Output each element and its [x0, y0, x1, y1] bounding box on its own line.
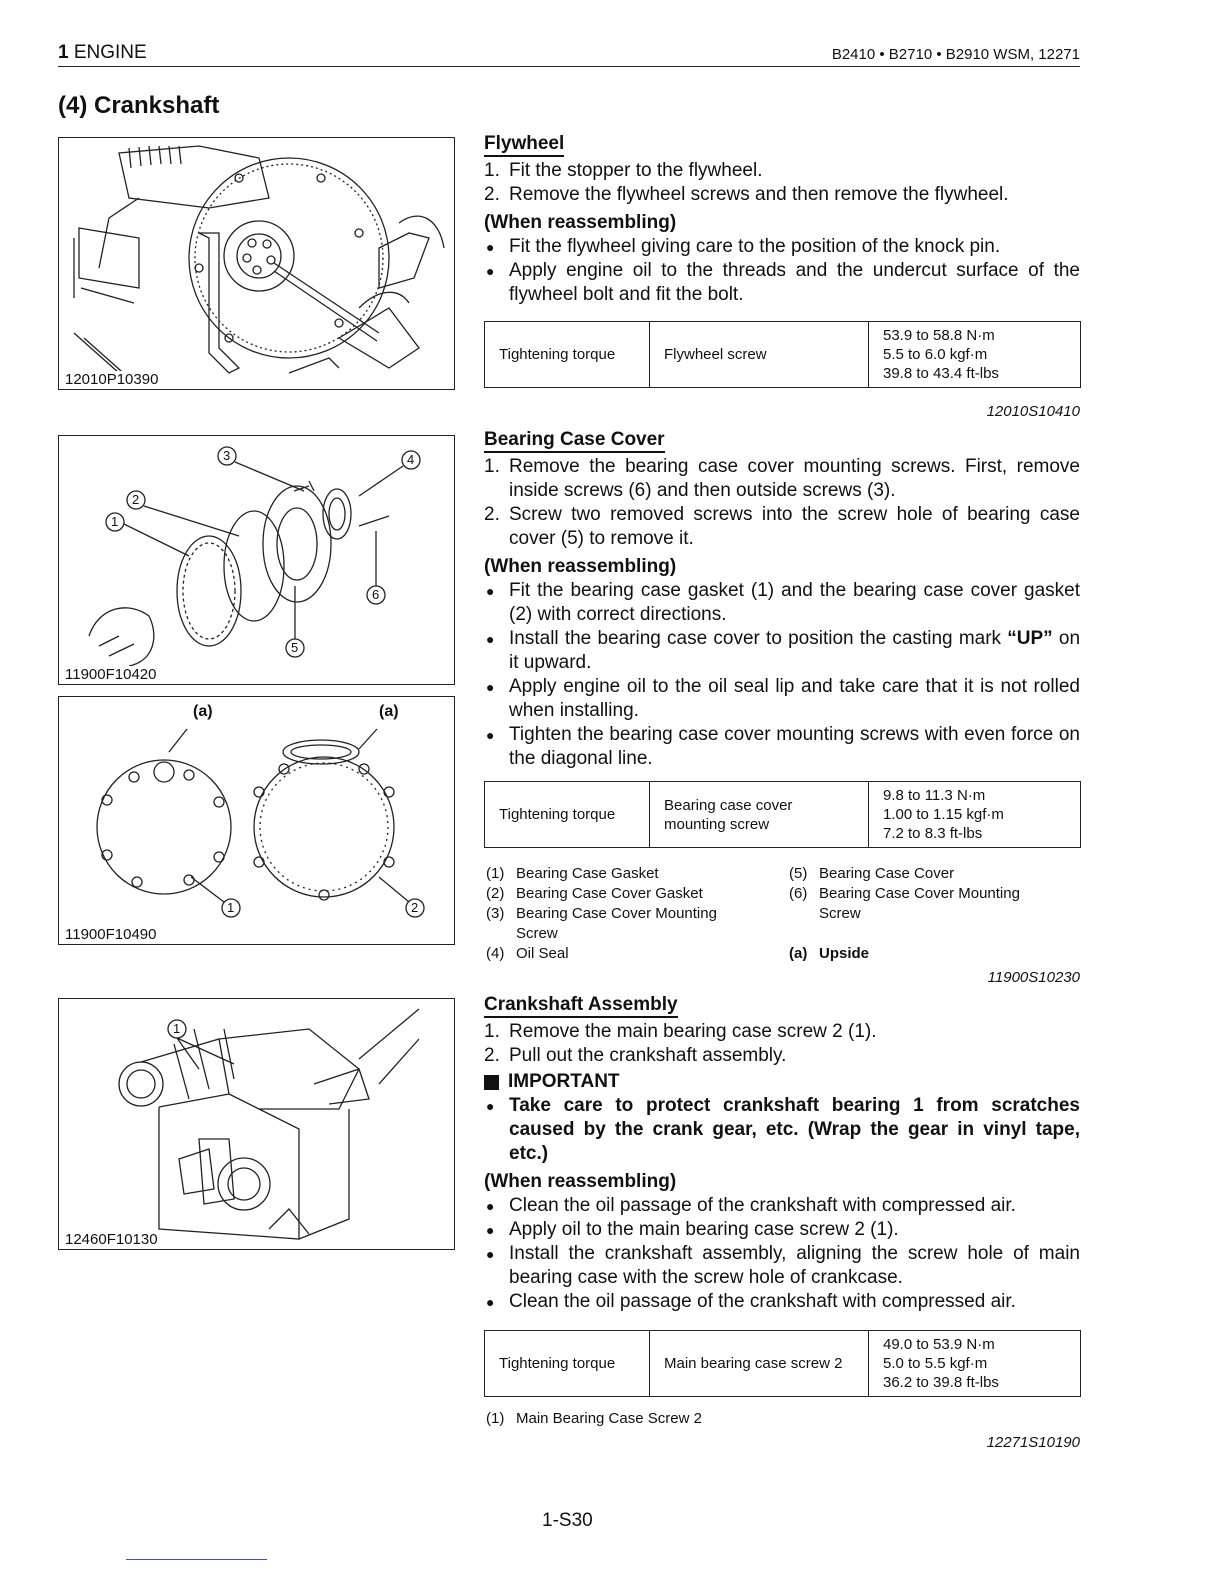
torque-item [650, 782, 869, 848]
flywheel-bullet [484, 259, 1080, 307]
important-square-icon [484, 1075, 499, 1090]
legend-num: (2) [486, 885, 505, 902]
legend-text: Bearing Case Cover [819, 865, 955, 882]
bcc-bullet [484, 579, 1080, 627]
reassembling-heading: (When reassembling) [484, 1171, 677, 1192]
footer-line [126, 1559, 267, 1560]
bcc-step [484, 503, 1080, 551]
flywheel-section [484, 132, 1080, 307]
legend-num: (1) [486, 1410, 505, 1427]
callout-a-right: (a) [379, 703, 399, 720]
flywheel-title: Flywheel [484, 133, 564, 157]
important-label: IMPORTANT [508, 1071, 620, 1092]
torque-values [869, 1331, 1081, 1397]
step-number: 1. [484, 160, 500, 181]
bullet-icon: ● [486, 583, 495, 599]
bullet-text: Apply oil to the main bearing case screw 2 (1). [509, 1219, 899, 1240]
legend-num: (5) [789, 865, 808, 882]
torque-label: Tightening torque [485, 322, 650, 388]
important-bullet [484, 1094, 1080, 1166]
ca-bullet [484, 1218, 1080, 1242]
bcc-bullet [484, 675, 1080, 723]
page-number: 1-S30 [542, 1510, 593, 1531]
legend-column-left [486, 864, 756, 964]
bullet-text-main: Install the bearing case cover to position the casting mark [509, 628, 1002, 649]
legend-item [486, 884, 756, 904]
torque-nm: 53.9 to 58.8 N·m [883, 327, 995, 344]
manual-id: B2410 • B2710 • B2910 WSM, 12271 [831, 46, 1080, 63]
flywheel-illustration [59, 138, 455, 390]
torque-kgfm: 1.00 to 1.15 kgf·m [883, 806, 1004, 823]
bcc-torque-table [484, 781, 1081, 848]
torque-item: Main bearing case screw 2 [650, 1331, 869, 1397]
bcc-legend [486, 864, 1082, 964]
bullet-text: Fit the bearing case gasket (1) and the bearing case cover gasket (2) with correct directions. [509, 580, 1080, 625]
ca-bullet [484, 1194, 1080, 1218]
torque-nm: 49.0 to 53.9 N·m [883, 1336, 995, 1353]
torque-values [869, 782, 1081, 848]
torque-label: Tightening torque [485, 1331, 650, 1397]
step-text: Pull out the crankshaft assembly. [509, 1045, 787, 1066]
legend-text: Bearing Case Cover Mounting Screw [516, 905, 717, 942]
gaskets-figure [58, 696, 455, 945]
page-title: (4) Crankshaft [58, 92, 220, 119]
bullet-icon: ● [486, 1198, 495, 1214]
step-number: 2. [484, 504, 500, 525]
ca-ref-code: 12271S10190 [986, 1434, 1080, 1451]
flywheel-step [484, 183, 1080, 207]
legend-text: Bearing Case Gasket [516, 865, 659, 882]
bcc-bullet [484, 723, 1080, 771]
callout-a-left: (a) [193, 703, 213, 720]
reassembling-heading: (When reassembling) [484, 212, 677, 233]
legend-item [486, 864, 756, 884]
flywheel-bullet [484, 235, 1080, 259]
chapter-name: ENGINE [73, 42, 147, 63]
step-text: Remove the main bearing case screw 2 (1). [509, 1021, 877, 1042]
flywheel-step [484, 159, 1080, 183]
legend-num: (4) [486, 945, 505, 962]
important-heading [484, 1070, 1080, 1094]
figure-id: 11900F10490 [65, 926, 157, 943]
bullet-text: Fit the flywheel giving care to the position of the knock pin. [509, 236, 1001, 257]
bullet-text [509, 627, 1080, 675]
figure-id: 12010P10390 [65, 371, 159, 388]
ca-step [484, 1044, 1080, 1068]
legend-text: Oil Seal [516, 945, 569, 962]
torque-kgfm: 5.5 to 6.0 kgf·m [883, 346, 988, 363]
callout-2: 2 [132, 492, 140, 507]
legend-num: (6) [789, 885, 808, 902]
step-text: Fit the stopper to the flywheel. [509, 160, 763, 181]
bullet-text-tail: on it upward. [509, 628, 1081, 673]
bullet-text: Install the crankshaft assembly, aligning the screw hole of main bearing case with the screw hole of crankcase. [509, 1243, 1080, 1288]
torque-ftlbs: 39.8 to 43.4 ft-lbs [883, 365, 999, 382]
legend-text: Upside [819, 945, 870, 962]
bullet-icon: ● [486, 727, 495, 743]
legend-item [789, 864, 1059, 884]
bullet-text: Apply engine oil to the oil seal lip and take care that it is not rolled when installing. [509, 676, 1080, 721]
step-number: 2. [484, 184, 500, 205]
step-text: Remove the flywheel screws and then remove the flywheel. [509, 184, 1009, 205]
bearing-case-exploded-figure [58, 435, 455, 685]
bullet-text: Apply engine oil to the threads and the undercut surface of the flywheel bolt and fit the bolt. [509, 260, 1080, 305]
reassembling-heading: (When reassembling) [484, 556, 677, 577]
chapter-heading [58, 42, 147, 64]
ca-bullet [484, 1290, 1080, 1314]
bullet-text: Tighten the bearing case cover mounting screws with even force on the diagonal line. [509, 724, 1080, 769]
bearing-case-cover-section [484, 428, 1080, 771]
callout-1: 1 [173, 1021, 181, 1036]
torque-kgfm: 5.0 to 5.5 kgf·m [883, 1355, 988, 1372]
bcc-bullet [484, 627, 1080, 675]
ca-step [484, 1020, 1080, 1044]
bullet-icon: ● [486, 1294, 495, 1310]
up-mark: “UP” [1007, 628, 1053, 649]
ca-torque-table [484, 1330, 1081, 1397]
bcc-ref-code: 11900S10230 [987, 969, 1080, 986]
bullet-text: Clean the oil passage of the crankshaft with compressed air. [509, 1195, 1016, 1216]
crankshaft-assembly-figure [58, 998, 455, 1250]
callout-3: 3 [223, 448, 231, 463]
callout-6: 6 [372, 587, 380, 602]
legend-num: (3) [486, 905, 505, 922]
step-text: Screw two removed screws into the screw hole of bearing case cover (5) to remove it. [509, 504, 1080, 549]
step-text: Remove the bearing case cover mounting screws. First, remove inside screws (6) and then outside screws (3). [509, 456, 1080, 501]
bearing-case-cover-title: Bearing Case Cover [484, 429, 665, 453]
ca-bullet [484, 1242, 1080, 1290]
torque-item: Flywheel screw [650, 322, 869, 388]
legend-num: (a) [789, 945, 808, 962]
torque-item-line1: Bearing case cover [664, 796, 793, 814]
figure-id: 11900F10420 [65, 666, 157, 683]
torque-item-line2: mounting screw [664, 815, 770, 833]
bullet-icon: ● [486, 239, 495, 255]
step-number: 1. [484, 456, 500, 477]
bullet-icon: ● [486, 631, 495, 647]
bullet-icon: ● [486, 1098, 495, 1114]
flywheel-figure [58, 137, 455, 390]
ca-legend [486, 1409, 1082, 1431]
step-number: 1. [484, 1021, 500, 1042]
callout-2: 2 [411, 900, 419, 915]
bullet-text: Take care to protect crankshaft bearing 1 from scratches caused by the crank gear, etc. (Wrap the gear in vinyl tape, etc.) [509, 1095, 1080, 1164]
legend-item [486, 1409, 1082, 1429]
legend-item [789, 884, 1059, 924]
crankshaft-assembly-section [484, 993, 1080, 1314]
bcc-step [484, 455, 1080, 503]
header-rule [58, 66, 1080, 67]
chapter-number: 1 [58, 42, 69, 63]
bullet-text: Clean the oil passage of the crankshaft with compressed air. [509, 1291, 1016, 1312]
figure-id: 12460F10130 [65, 1231, 158, 1248]
callout-5: 5 [291, 640, 299, 655]
legend-text: Bearing Case Cover Gasket [516, 885, 703, 902]
torque-label: Tightening torque [485, 782, 650, 848]
legend-item [486, 904, 756, 944]
legend-text: Main Bearing Case Screw 2 [516, 1410, 702, 1427]
flywheel-torque-table [484, 321, 1081, 388]
crankshaft-assembly-title: Crankshaft Assembly [484, 994, 678, 1018]
legend-item [789, 944, 1059, 964]
callout-4: 4 [407, 452, 415, 467]
bullet-icon: ● [486, 1246, 495, 1262]
legend-item [486, 944, 756, 964]
torque-nm: 9.8 to 11.3 N·m [883, 787, 986, 804]
bullet-icon: ● [486, 679, 495, 695]
legend-num: (1) [486, 865, 505, 882]
callout-1: 1 [227, 900, 235, 915]
flywheel-ref-code: 12010S10410 [986, 403, 1080, 420]
bullet-icon: ● [486, 1222, 495, 1238]
callout-1: 1 [111, 514, 119, 529]
torque-ftlbs: 36.2 to 39.8 ft-lbs [883, 1374, 999, 1391]
bullet-icon: ● [486, 263, 495, 279]
legend-column-right [789, 864, 1059, 964]
step-number: 2. [484, 1045, 500, 1066]
torque-ftlbs: 7.2 to 8.3 ft-lbs [883, 825, 983, 842]
torque-values [869, 322, 1081, 388]
legend-text: Bearing Case Cover Mounting Screw [819, 885, 1020, 922]
